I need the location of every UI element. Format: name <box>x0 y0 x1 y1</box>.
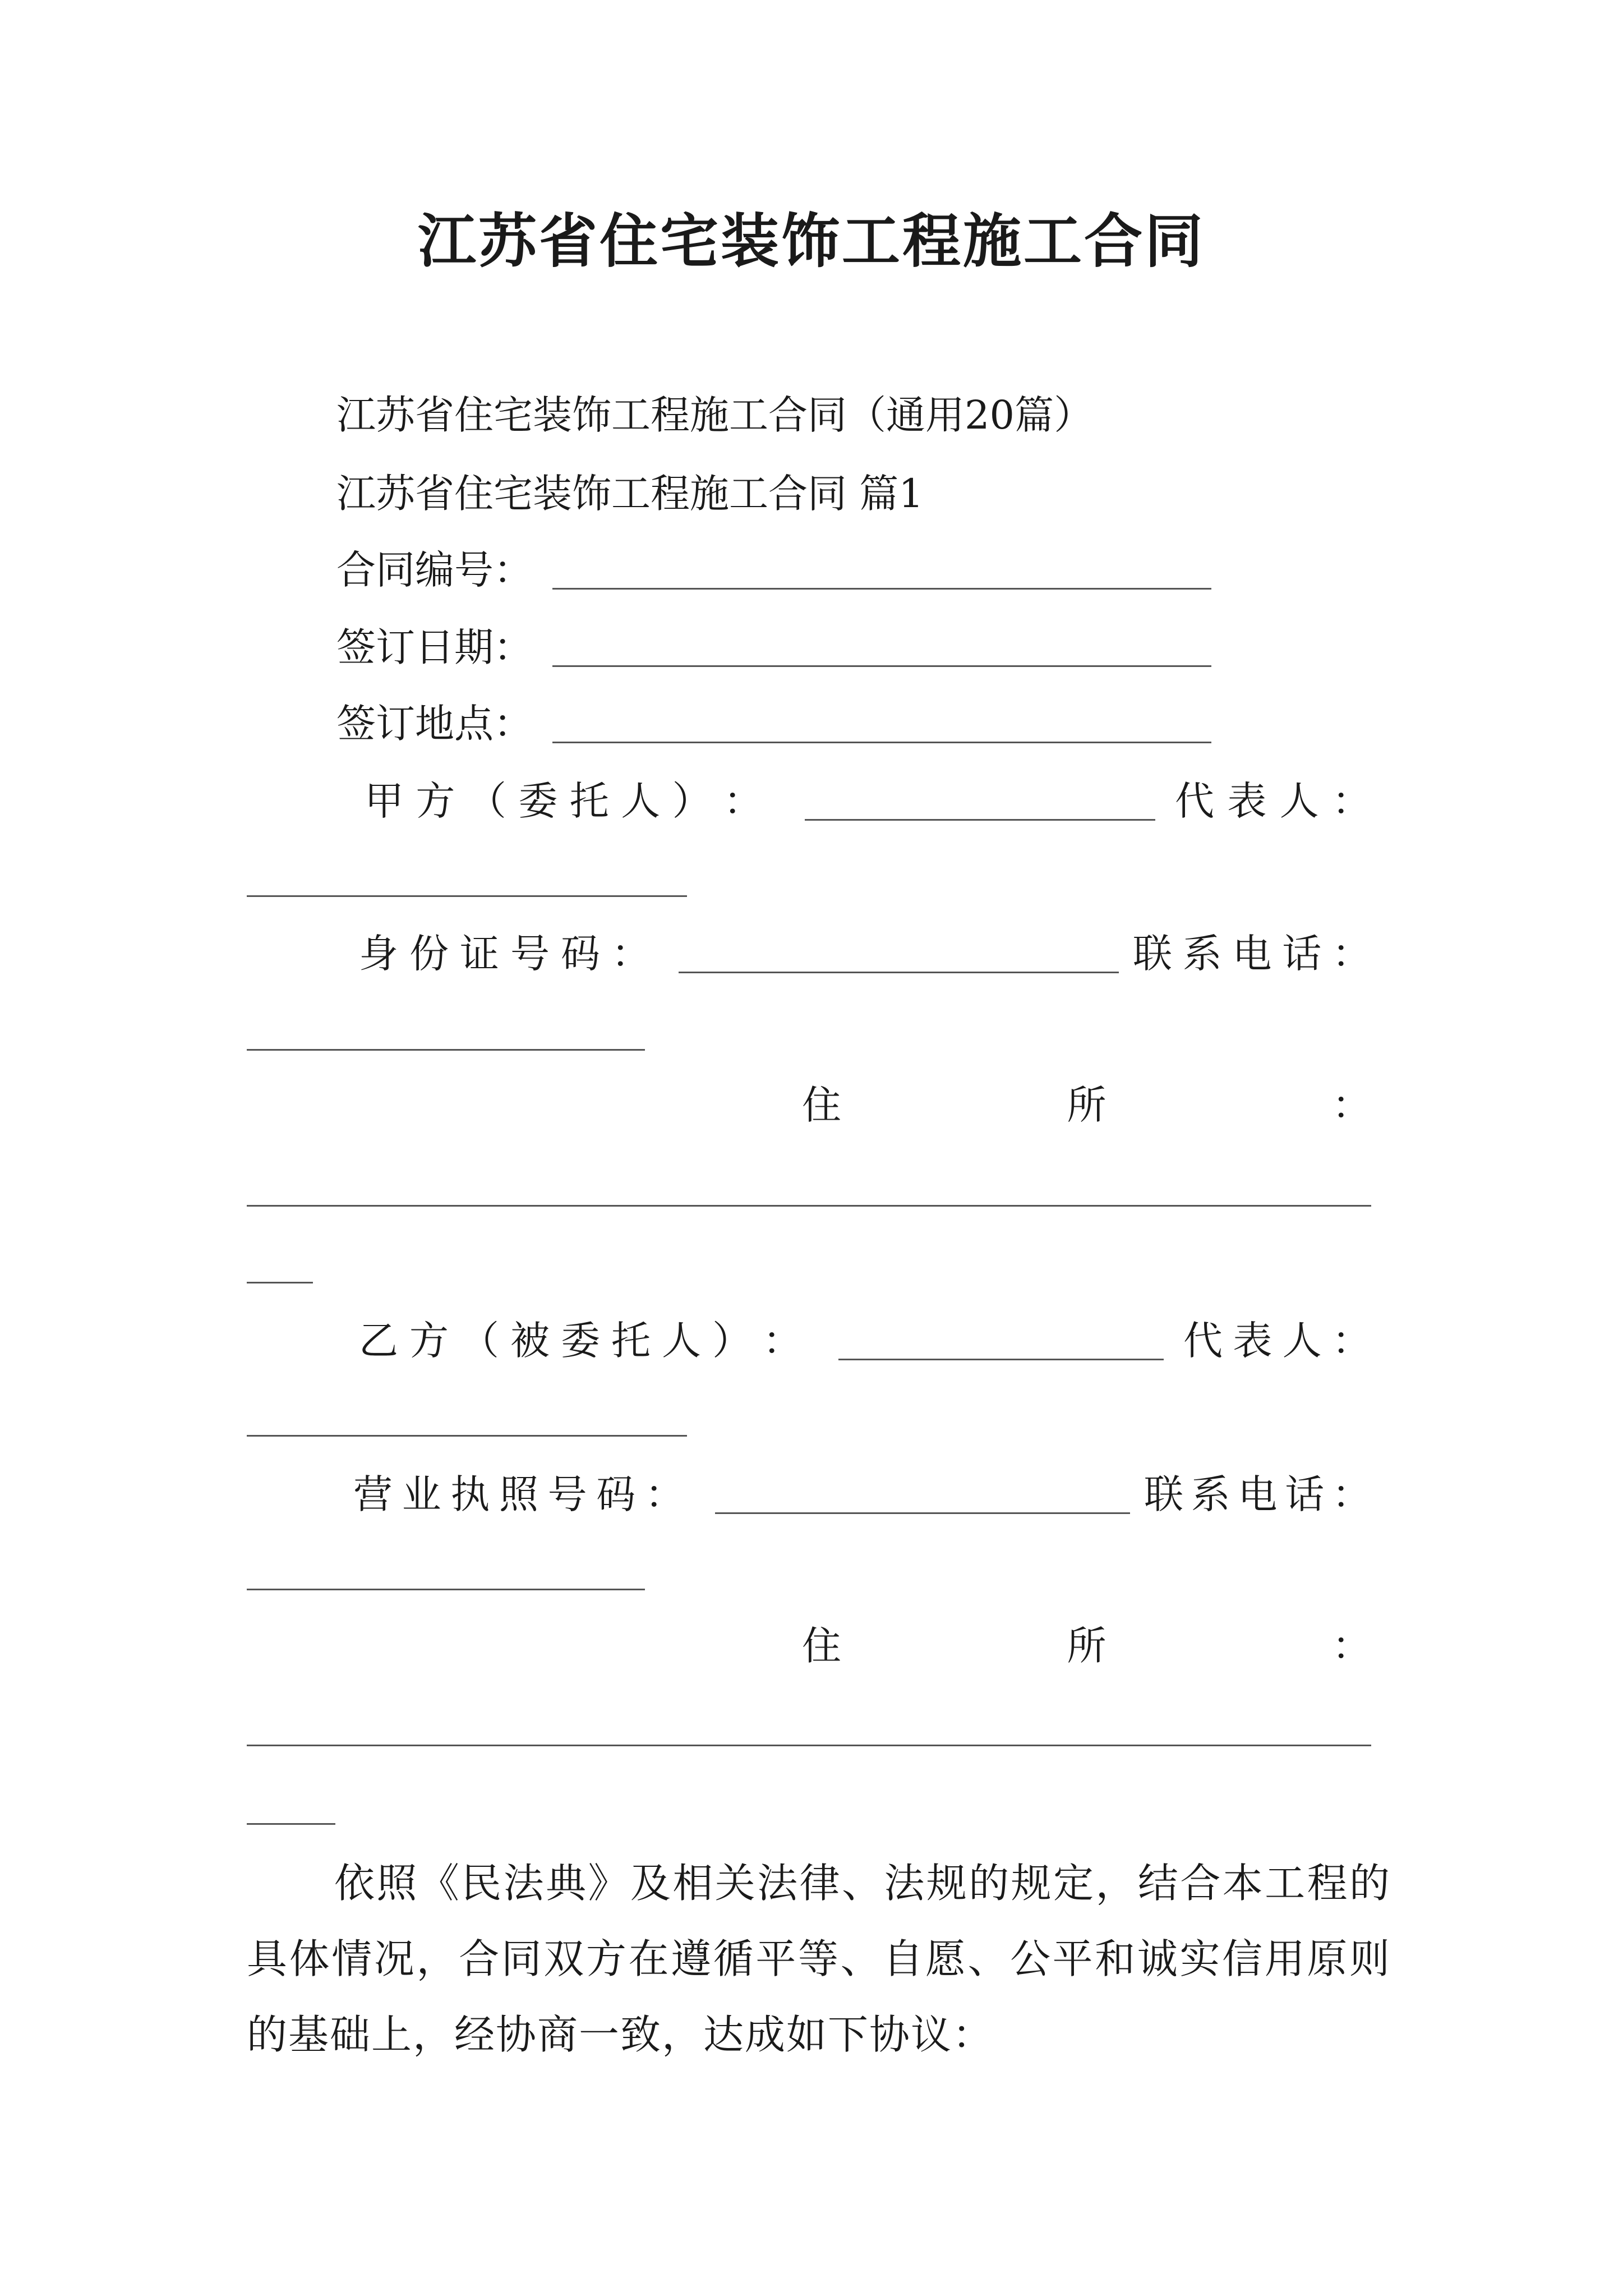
party-b-representative-blank[interactable] <box>247 1435 687 1437</box>
party-b-address-blank-continued[interactable] <box>247 1823 335 1825</box>
party-b-license-blank[interactable] <box>715 1512 1130 1514</box>
section-heading: 江苏省住宅装饰工程施工合同 篇1 <box>336 471 924 517</box>
party-b-address-label: 住 所 ： <box>802 1623 1371 1669</box>
party-a-phone-blank[interactable] <box>247 1049 645 1051</box>
party-a-phone-label: 联 系 电 话 ： <box>1133 931 1371 977</box>
party-b-phone-blank[interactable] <box>247 1589 645 1590</box>
party-a-address-blank[interactable] <box>247 1205 1371 1207</box>
contract-number-blank[interactable] <box>552 588 1211 590</box>
party-a-representative-blank[interactable] <box>247 895 687 897</box>
document-subtitle: 江苏省住宅装饰工程施工合同（通用20篇） <box>336 392 1094 438</box>
party-a-name-blank[interactable] <box>805 819 1155 821</box>
sign-date-label: 签订日期： <box>336 624 533 670</box>
party-a-address-label: 住 所 ： <box>802 1082 1371 1128</box>
sign-place-blank[interactable] <box>552 742 1211 743</box>
party-b-name-blank[interactable] <box>838 1359 1164 1360</box>
party-b-address-blank[interactable] <box>247 1745 1371 1746</box>
party-a-label: 甲 方 （ 委 托 人 ） ： <box>365 778 763 824</box>
contract-number-label: 合同编号： <box>336 547 533 593</box>
sign-date-blank[interactable] <box>552 665 1211 667</box>
document-title: 江苏省住宅装饰工程施工合同 <box>417 206 1205 275</box>
sign-place-label: 签订地点： <box>336 701 533 747</box>
party-b-phone-label: 联 系 电 话 ： <box>1144 1471 1371 1517</box>
party-a-id-blank[interactable] <box>679 972 1119 973</box>
party-a-address-blank-continued[interactable] <box>247 1282 313 1283</box>
party-a-id-label: 身 份 证 号 码 ： <box>359 931 651 977</box>
preamble-paragraph: 依照《民法典》及相关法律、法规的规定，结合本工程的具体情况，合同双方在遵循平等、自愿、公平和诚实信用原则的基础上，经协商一致，达成如下协议： <box>247 1860 1391 2058</box>
party-b-label: 乙 方 （ 被 委 托 人 ） ： <box>359 1318 802 1364</box>
party-b-license-label: 营 业 执 照 号 码 ： <box>353 1471 684 1517</box>
party-b-representative-label: 代 表 人 ： <box>1183 1318 1371 1364</box>
party-a-representative-label: 代 表 人 ： <box>1175 778 1371 824</box>
